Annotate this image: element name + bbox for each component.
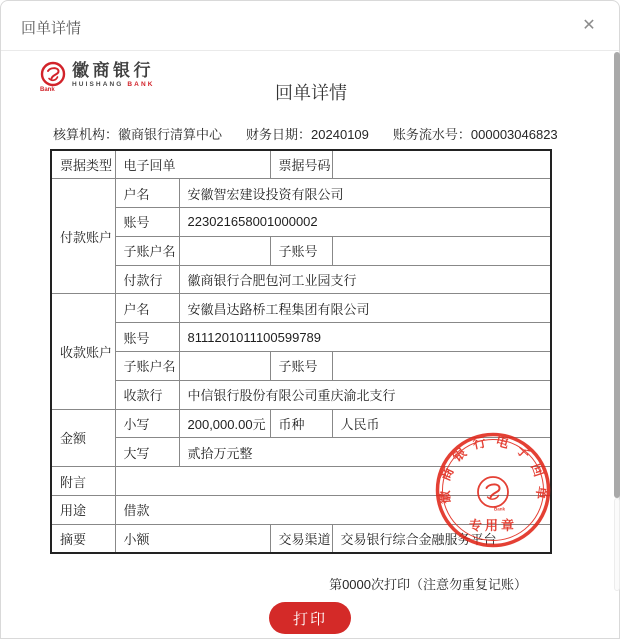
page-title: 回单详情 — [275, 83, 347, 103]
payer-group-cell: 付款账户 — [51, 179, 115, 294]
payer-subname-value-cell — [179, 236, 270, 265]
table-row — [51, 352, 551, 381]
amount-upper-label-cell: 大写 — [115, 438, 179, 467]
payer-bank-label-cell: 付款行 — [115, 265, 179, 294]
currency-value-cell: 人民币 — [332, 409, 551, 438]
serial-label: 账务流水号： — [392, 127, 471, 142]
org-label: 核算机构： — [53, 127, 119, 142]
payer-name-value-cell: 安徽智宏建设投资有限公司 — [179, 179, 551, 208]
scrollbar-track[interactable] — [614, 498, 620, 591]
close-icon: ✕ — [582, 17, 596, 34]
payee-bank-label-cell: 收款行 — [115, 380, 179, 409]
table-row — [51, 294, 551, 323]
seal-bottom-text: 专用章 — [468, 518, 518, 533]
table-row — [51, 524, 551, 553]
payer-bank-value-cell: 徽商银行合肥包河工业园支行 — [179, 265, 551, 294]
payee-group-cell: 收款账户 — [51, 294, 115, 409]
payee-subname-value-cell — [179, 352, 270, 381]
remark-value-cell — [115, 467, 551, 496]
modal-topbar — [1, 1, 619, 51]
bill-type-value-cell: 电子回单 — [115, 150, 270, 179]
table-row — [51, 179, 551, 208]
table-row — [51, 438, 551, 467]
payee-subaccount-label-cell: 子账号 — [270, 352, 332, 381]
close-button[interactable] — [577, 14, 601, 38]
table-row — [51, 265, 551, 294]
payee-name-label-cell: 户名 — [115, 294, 179, 323]
amount-lower-label-cell: 小写 — [115, 409, 179, 438]
meta-line — [53, 124, 558, 143]
table-row — [51, 150, 551, 179]
print-button[interactable]: 打印 — [269, 602, 351, 634]
scrollbar[interactable] — [614, 52, 620, 591]
scrollbar-thumb[interactable] — [614, 52, 620, 498]
payee-name-value-cell: 安徽昌达路桥工程集团有限公司 — [179, 294, 551, 323]
table-row — [51, 208, 551, 237]
payee-subaccount-value-cell — [332, 352, 551, 381]
table-row — [51, 380, 551, 409]
seal-arc-text: 徽商银行电子回单 — [436, 432, 550, 509]
table-row — [51, 409, 551, 438]
bank-word: Bank — [40, 87, 55, 93]
purpose-label-cell: 用途 — [51, 496, 115, 525]
serial-value: 000003046823 — [470, 127, 558, 142]
bank-name-cn: 徽商银行 — [72, 61, 154, 80]
payer-account-value-cell: 223021658001000002 — [179, 208, 551, 237]
bill-no-value-cell — [332, 150, 551, 179]
payer-subaccount-label-cell: 子账号 — [270, 236, 332, 265]
payee-bank-value-cell: 中信银行股份有限公司重庆渝北支行 — [179, 380, 551, 409]
payee-account-label-cell: 账号 — [115, 323, 179, 352]
table-row — [51, 496, 551, 525]
payee-account-value-cell: 8111201011100599789 — [179, 323, 551, 352]
payer-subname-label-cell: 子账户名 — [115, 236, 179, 265]
date-value: 20240109 — [311, 127, 369, 142]
currency-label-cell: 币种 — [270, 409, 332, 438]
amount-upper-value-cell: 贰拾万元整 — [179, 438, 551, 467]
summary-value-cell: 小额 — [115, 524, 270, 553]
bill-no-label-cell: 票据号码 — [270, 150, 332, 179]
bill-type-label-cell: 票据类型 — [51, 150, 115, 179]
org-value: 徽商银行清算中心 — [118, 127, 223, 142]
bank-name-en: HUISHANG BANK — [72, 81, 155, 88]
amount-lower-value-cell: 200,000.00元 — [179, 409, 270, 438]
payer-name-label-cell: 户名 — [115, 179, 179, 208]
summary-label-cell: 摘要 — [51, 524, 115, 553]
payee-subname-label-cell: 子账户名 — [115, 352, 179, 381]
purpose-value-cell: 借款 — [115, 496, 551, 525]
date-label: 财务日期： — [246, 127, 312, 142]
modal-title: 回单详情 — [21, 20, 82, 37]
receipt-table — [50, 149, 552, 554]
remark-label-cell: 附言 — [51, 467, 115, 496]
payer-account-label-cell: 账号 — [115, 208, 179, 237]
table-row — [51, 323, 551, 352]
seal-bank-word: Bank — [494, 506, 506, 512]
print-count-note: 第0000次打印（注意勿重复记账） — [329, 577, 527, 592]
table-row — [51, 236, 551, 265]
channel-label-cell: 交易渠道 — [270, 524, 332, 553]
channel-value-cell: 交易银行综合金融服务平台 — [332, 524, 551, 553]
payer-subaccount-value-cell — [332, 236, 551, 265]
table-row — [51, 467, 551, 496]
amount-group-cell: 金额 — [51, 409, 115, 467]
